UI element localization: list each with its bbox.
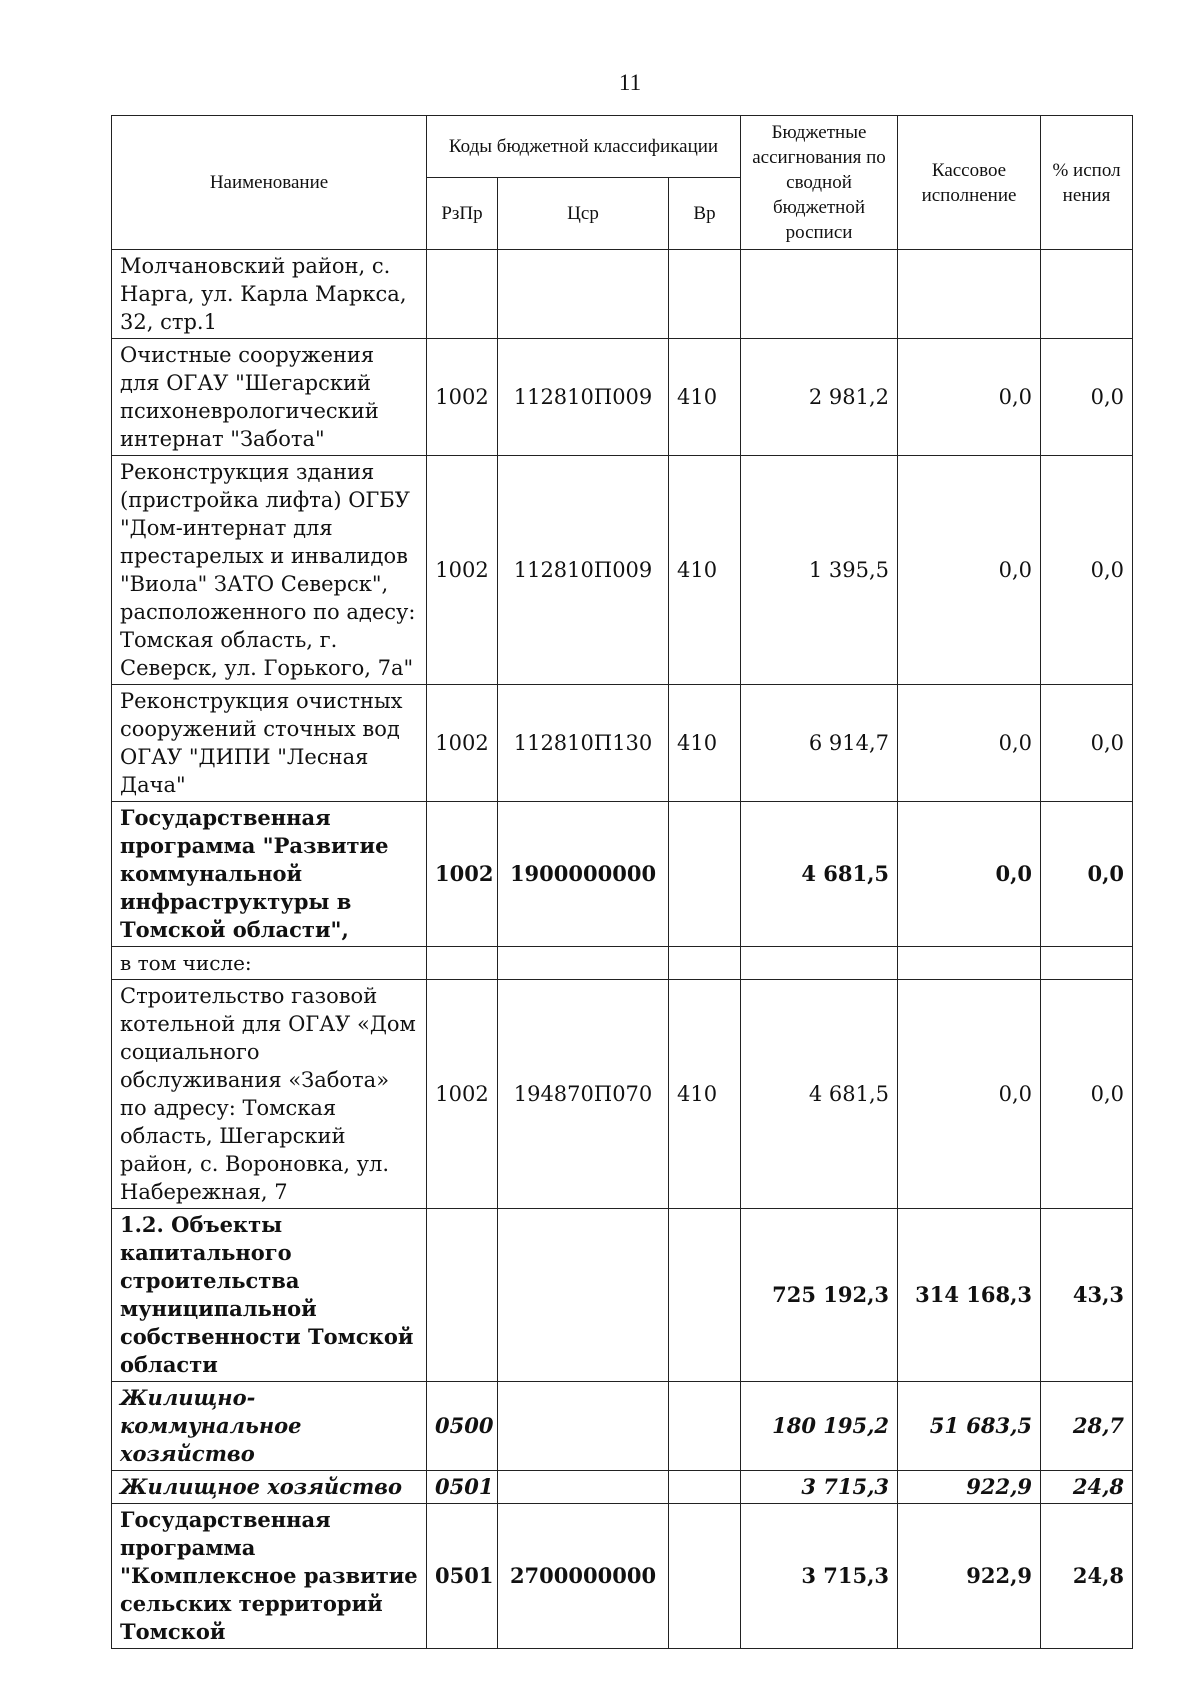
row-vr <box>669 1382 741 1471</box>
row-executed: 0,0 <box>898 456 1041 685</box>
table-row <box>112 1209 1133 1382</box>
row-allocated <box>741 250 898 339</box>
row-name: Строительство газовой котельной для ОГАУ «Дом социального обслуживания «Забота» по адресу: Томская область, Шегарский район, с. Вороновка, ул. Набережная, 7 <box>112 980 427 1209</box>
table-row <box>112 1471 1133 1504</box>
row-rzpr: 1002 <box>427 339 498 456</box>
row-name: Жилищно-коммунальное хозяйство <box>112 1382 427 1471</box>
row-executed: 0,0 <box>898 685 1041 802</box>
table-row <box>112 456 1133 685</box>
row-name: Очистные сооружения для ОГАУ "Шегарский психоневрологический интернат "Забота" <box>112 339 427 456</box>
table-row <box>112 685 1133 802</box>
row-name: Государственная программа "Развитие коммунальной инфраструктуры в Томской области", <box>112 802 427 947</box>
row-executed: 51 683,5 <box>898 1382 1041 1471</box>
row-rzpr: 1002 <box>427 685 498 802</box>
row-percent: 0,0 <box>1041 456 1133 685</box>
row-executed: 0,0 <box>898 802 1041 947</box>
row-rzpr: 1002 <box>427 980 498 1209</box>
row-allocated: 3 715,3 <box>741 1471 898 1504</box>
header-rzpr: РзПр <box>427 178 498 250</box>
row-executed <box>898 250 1041 339</box>
budget-table <box>111 115 1133 1649</box>
page-number: 11 <box>618 70 642 95</box>
header-percent: % испол нения <box>1041 116 1133 250</box>
row-allocated: 4 681,5 <box>741 802 898 947</box>
row-vr: 410 <box>669 456 741 685</box>
table-row <box>112 947 1133 980</box>
table-row <box>112 802 1133 947</box>
row-csr: 112810П130 <box>498 685 669 802</box>
row-name: 1.2. Объекты капитального строительства муниципальной собственности Томской области <box>112 1209 427 1382</box>
row-csr: 1900000000 <box>498 802 669 947</box>
row-executed <box>898 947 1041 980</box>
row-csr: 112810П009 <box>498 456 669 685</box>
row-allocated: 6 914,7 <box>741 685 898 802</box>
table-row <box>112 1504 1133 1649</box>
row-rzpr: 0500 <box>427 1382 498 1471</box>
table-row <box>112 339 1133 456</box>
row-vr: 410 <box>669 685 741 802</box>
row-rzpr: 1002 <box>427 456 498 685</box>
header-name: Наименование <box>112 116 427 250</box>
row-vr: 410 <box>669 980 741 1209</box>
row-csr: 112810П009 <box>498 339 669 456</box>
row-vr <box>669 1504 741 1649</box>
table-row <box>112 250 1133 339</box>
row-executed: 314 168,3 <box>898 1209 1041 1382</box>
header-codes-group: Коды бюджетной классификации <box>427 116 741 178</box>
row-vr: 410 <box>669 339 741 456</box>
row-vr <box>669 947 741 980</box>
row-rzpr <box>427 1209 498 1382</box>
row-rzpr: 0501 <box>427 1471 498 1504</box>
row-vr <box>669 802 741 947</box>
row-vr <box>669 1209 741 1382</box>
row-percent: 24,8 <box>1041 1471 1133 1504</box>
row-executed: 922,9 <box>898 1504 1041 1649</box>
row-name: в том числе: <box>112 947 427 980</box>
row-rzpr <box>427 947 498 980</box>
row-name: Государственная программа "Комплексное развитие сельских территорий Томской <box>112 1504 427 1649</box>
row-csr: 2700000000 <box>498 1504 669 1649</box>
header-vr: Вр <box>669 178 741 250</box>
row-percent <box>1041 947 1133 980</box>
row-name: Жилищное хозяйство <box>112 1471 427 1504</box>
row-percent <box>1041 250 1133 339</box>
row-allocated: 180 195,2 <box>741 1382 898 1471</box>
row-csr <box>498 1209 669 1382</box>
header-csr: Цср <box>498 178 669 250</box>
row-name: Молчановский район, с. Нарга, ул. Карла Маркса, 32, стр.1 <box>112 250 427 339</box>
row-allocated <box>741 947 898 980</box>
row-allocated: 725 192,3 <box>741 1209 898 1382</box>
header-allocations: Бюджетные ассигнования по сводной бюджетной росписи <box>741 116 898 250</box>
row-percent: 0,0 <box>1041 980 1133 1209</box>
row-allocated: 4 681,5 <box>741 980 898 1209</box>
row-percent: 0,0 <box>1041 685 1133 802</box>
row-percent: 43,3 <box>1041 1209 1133 1382</box>
row-rzpr <box>427 250 498 339</box>
table-row <box>112 1382 1133 1471</box>
row-allocated: 2 981,2 <box>741 339 898 456</box>
row-name: Реконструкция здания (пристройка лифта) ОГБУ "Дом-интернат для престарелых и инвалидов "Виола" ЗАТО Северск", расположенного по адесу: Томская область, г. Северск, ул. Горького, 7а" <box>112 456 427 685</box>
row-percent: 0,0 <box>1041 802 1133 947</box>
row-executed: 0,0 <box>898 980 1041 1209</box>
row-rzpr: 0501 <box>427 1504 498 1649</box>
header-execution: Кассовое исполнение <box>898 116 1041 250</box>
row-allocated: 1 395,5 <box>741 456 898 685</box>
row-allocated: 3 715,3 <box>741 1504 898 1649</box>
row-vr <box>669 250 741 339</box>
row-executed: 922,9 <box>898 1471 1041 1504</box>
row-vr <box>669 1471 741 1504</box>
row-csr <box>498 947 669 980</box>
table-row <box>112 980 1133 1209</box>
row-name: Реконструкция очистных сооружений сточных вод ОГАУ "ДИПИ "Лесная Дача" <box>112 685 427 802</box>
row-executed: 0,0 <box>898 339 1041 456</box>
row-csr <box>498 250 669 339</box>
row-rzpr: 1002 <box>427 802 498 947</box>
row-percent: 28,7 <box>1041 1382 1133 1471</box>
row-csr: 194870П070 <box>498 980 669 1209</box>
row-csr <box>498 1382 669 1471</box>
row-percent: 0,0 <box>1041 339 1133 456</box>
row-percent: 24,8 <box>1041 1504 1133 1649</box>
row-csr <box>498 1471 669 1504</box>
